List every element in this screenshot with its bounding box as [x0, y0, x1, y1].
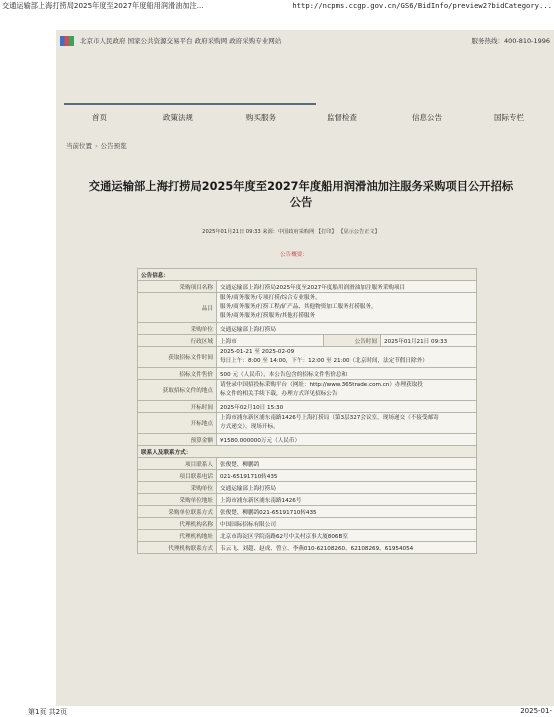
label-buyer-phone: 采购单位联系方式: [138, 506, 217, 518]
print-header: [0, 0, 554, 12]
print-page-title: 交通运输部上海打捞局2025年度至2027年度船用润滑油加注...: [2, 1, 204, 10]
main-nav: [56, 110, 554, 126]
nav-item-notices[interactable]: 信息公告: [412, 113, 442, 122]
label-agency-phone: 代理机构联系方式: [138, 542, 217, 554]
label-category: 品目: [138, 293, 217, 323]
label-buyer: 采购单位: [138, 323, 217, 335]
value-agency: 中国国际招标有限公司: [217, 518, 477, 530]
value-obtain-time: 2025-01-21 至 2025-02-09 每日上午：8:00 至 14:00，下午：12:00 至 21:00（北京时间，法定节假日除外）: [217, 347, 477, 368]
breadcrumb: 当前位置 › 公告预览: [66, 142, 127, 150]
section-contact: 联系人及联系方式：: [138, 446, 477, 458]
nav-item-policy[interactable]: 政策法规: [163, 113, 193, 122]
value-open-time: 2025年02月10日 15:30: [217, 401, 477, 413]
nav-item-purchase-service[interactable]: 购买服务: [246, 113, 276, 122]
value-agency-address: 北京市海淀区学院南路62号中关村京事大厦806B室: [217, 530, 477, 542]
flag-icon: [60, 36, 74, 46]
label-budget: 预算金额: [138, 434, 217, 446]
value-budget: ¥1580.000000万元（人民币）: [217, 434, 477, 446]
service-hotline: 服务热线：400-810-1996: [471, 37, 550, 45]
page-body: [56, 30, 554, 706]
value-buyer-address: 上海市浦东新区浦东南路1426号: [217, 494, 477, 506]
label-project-name: 采购项目名称: [138, 281, 217, 293]
value-price: 500 元（人民币），本公告包含的招标文件售价总和: [217, 368, 477, 380]
footer-page-number: 第1页 共2页: [28, 708, 68, 716]
breadcrumb-current: 公告预览: [100, 142, 127, 150]
top-strip: [56, 32, 554, 50]
top-links[interactable]: 北京市人民政府 国家公共资源交易平台 政府采购网 政府采购专业网站: [80, 37, 282, 45]
nav-item-home[interactable]: 首页: [92, 113, 107, 122]
nav-divider: [64, 103, 316, 105]
value-agency-phone: 韦云飞、刘超、赵成、曾立、李燕010-62108260、62108269、61954054: [217, 542, 477, 554]
label-open-place: 开标地点: [138, 413, 217, 434]
label-publish-time: 公告时间: [324, 335, 381, 347]
breadcrumb-home[interactable]: 当前位置: [66, 142, 92, 150]
nav-item-international[interactable]: 国际专栏: [494, 113, 524, 122]
print-url: http://ncpms.ccgp.gov.cn/GS6/BidInfo/preview2?bidCategory...: [292, 1, 552, 10]
section-info: 公告信息：: [138, 269, 477, 281]
value-contact: 张俊楚、柳鹏鸽: [217, 458, 477, 470]
label-obtain-place: 获取招标文件的地点: [138, 380, 217, 401]
label-region: 行政区域: [138, 335, 217, 347]
value-region: 上海市: [217, 335, 324, 347]
value-buyer-phone: 张俊楚、柳鹏鸽021-65191710转435: [217, 506, 477, 518]
label-contact-phone: 项目联系电话: [138, 470, 217, 482]
value-obtain-place: 请登录中国招投标采购平台（网址：http://www.365trade.com.cn）办理获取投 标文件的相关手续下载，办理方式详见招标公告: [217, 380, 477, 401]
label-buyer-address: 采购单位地址: [138, 494, 217, 506]
label-buyer-2: 采购单位: [138, 482, 217, 494]
value-contact-phone: 021-65191710转435: [217, 470, 477, 482]
value-category: 服务/商务服务/专项打捞/综合专业服务， 服务/商务服务/打捞工程/矿产品、其他物资加工服务打捞服务， 服务/商务服务/打捞服务/其他打捞服务: [217, 293, 477, 323]
value-buyer-2: 交通运输部上海打捞局: [217, 482, 477, 494]
notice-table: [137, 268, 477, 554]
value-buyer: 交通运输部上海打捞局: [217, 323, 477, 335]
footer-date: 2025-01-: [520, 707, 552, 715]
label-price: 招标文件售价: [138, 368, 217, 380]
notice-meta: 2025年01月21日 09:33 来源：中国政府采购网 【打印】 【显示公告正文】: [202, 229, 380, 235]
label-agency: 代理机构名称: [138, 518, 217, 530]
label-contact: 项目联系人: [138, 458, 217, 470]
title-line-2: 公告: [289, 196, 313, 209]
label-obtain-time: 获取招标文件时间: [138, 347, 217, 368]
value-open-place: 上海市浦东新区浦东南路1426号上海打捞局（第3层327会议室，现场递交（不接受邮寄 方式递交），现场开标。: [217, 413, 477, 434]
page-title: [66, 179, 536, 211]
summary-heading: 公告概要：: [280, 252, 308, 258]
value-project-name: 交通运输部上海打捞局2025年度至2027年度船用润滑油加注服务采购项目: [217, 281, 477, 293]
title-line-1: 交通运输部上海打捞局2025年度至2027年度船用润滑油加注服务采购项目公开招标: [88, 180, 514, 193]
value-publish-time: 2025年01月21日 09:33: [381, 335, 477, 347]
label-open-time: 开标时间: [138, 401, 217, 413]
label-agency-address: 代理机构地址: [138, 530, 217, 542]
nav-item-supervision[interactable]: 监督检查: [327, 113, 357, 122]
